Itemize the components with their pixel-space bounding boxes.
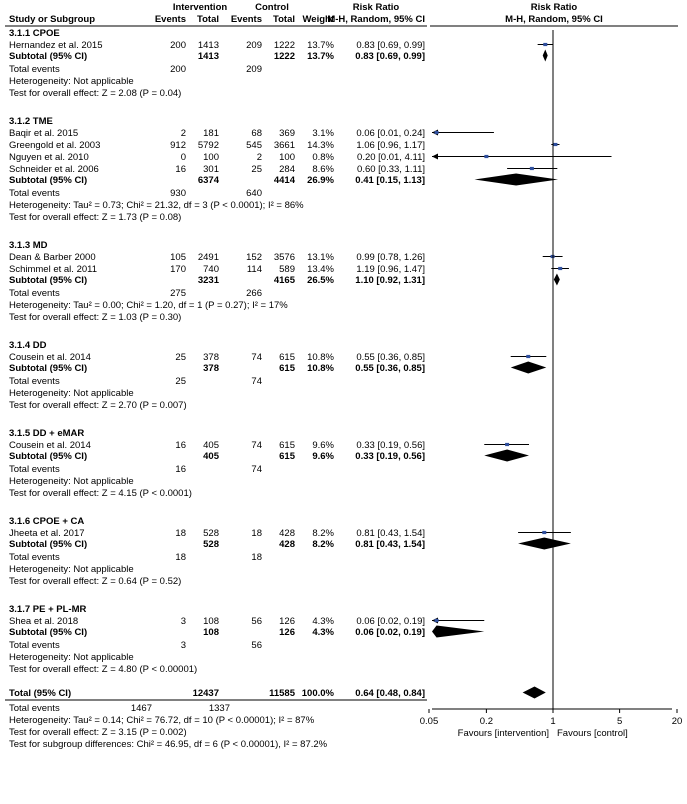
heterogeneity: Heterogeneity: Not applicable — [9, 476, 134, 487]
total-events-label: Total events — [9, 376, 60, 387]
subtotal-label: Subtotal (95% CI) — [9, 275, 88, 286]
subtotal-ci: 1.10 [0.92, 1.31] — [355, 275, 425, 286]
study-total-c: 369 — [279, 128, 295, 139]
subtotal-weight: 13.7% — [307, 51, 334, 62]
subgroup-title: 3.1.3 MD — [9, 240, 48, 251]
subtotal-total-c: 615 — [279, 451, 295, 462]
study-total-c: 1222 — [273, 40, 295, 51]
study-events-i: 25 — [175, 352, 186, 363]
study-events-c: 74 — [251, 440, 262, 451]
heterogeneity: Heterogeneity: Not applicable — [9, 388, 134, 399]
heterogeneity: Heterogeneity: Tau² = 0.00; Chi² = 1.20, df = 1 (P = 0.27); I² = 17% — [9, 300, 288, 311]
header-intervention: Intervention — [172, 2, 228, 13]
study-events-i: 0 — [180, 152, 186, 163]
subtotal-total-i: 1413 — [197, 51, 219, 62]
subtotal-diamond — [511, 362, 547, 374]
total-events-i: 16 — [175, 464, 186, 475]
study-ci: 1.19 [0.96, 1.47] — [356, 264, 425, 275]
subtotal-weight: 10.8% — [307, 363, 334, 374]
study-marker — [542, 531, 546, 534]
study-events-i: 200 — [170, 40, 186, 51]
header-events-i: Events — [154, 14, 186, 25]
header-study: Study or Subgroup — [9, 14, 96, 25]
study-ci: 0.60 [0.33, 1.11] — [357, 164, 425, 175]
subgroup-title: 3.1.7 PE + PL-MR — [9, 604, 87, 615]
study-weight: 8.2% — [312, 528, 334, 539]
study-total-c: 284 — [279, 164, 295, 175]
total-events-i: 18 — [175, 552, 186, 563]
subtotal-total-i: 405 — [203, 451, 219, 462]
study-ci: 1.06 [0.96, 1.17] — [356, 140, 425, 151]
total-events-label: Total events — [9, 288, 60, 299]
study-ci: 0.83 [0.69, 0.99] — [356, 40, 425, 51]
study-weight: 3.1% — [312, 128, 334, 139]
subtotal-label: Subtotal (95% CI) — [9, 363, 88, 374]
header-rr-title: Risk Ratio — [352, 2, 400, 13]
overall-effect: Test for overall effect: Z = 4.80 (P < 0.00001) — [9, 664, 198, 675]
subtotal-total-c: 4165 — [273, 275, 295, 286]
subtotal-total-i: 528 — [203, 539, 219, 550]
subtotal-total-c: 615 — [279, 363, 295, 374]
study-weight: 13.4% — [307, 264, 334, 275]
subgroup-title: 3.1.5 DD + eMAR — [9, 428, 85, 439]
study-total-c: 615 — [279, 440, 295, 451]
subtotal-ci: 0.81 [0.43, 1.54] — [355, 539, 425, 550]
study-events-i: 912 — [170, 140, 186, 151]
study-name: Schimmel et al. 2011 — [9, 264, 98, 275]
overall-label: Total (95% CI) — [9, 688, 72, 699]
subgroup-title: 3.1.4 DD — [9, 340, 47, 351]
subtotal-label: Subtotal (95% CI) — [9, 175, 88, 186]
study-total-c: 3576 — [273, 252, 295, 263]
total-events-c: 266 — [246, 288, 262, 299]
study-total-i: 301 — [203, 164, 219, 175]
subtotal-total-c: 4414 — [273, 175, 295, 186]
total-events-label: Total events — [9, 188, 60, 199]
subtotal-weight: 26.9% — [307, 175, 334, 186]
study-events-i: 16 — [175, 440, 186, 451]
study-name: Cousein et al. 2014 — [9, 352, 91, 363]
study-name: Greengold et al. 2003 — [9, 140, 101, 151]
study-weight: 10.8% — [307, 352, 334, 363]
study-name: Jheeta et al. 2017 — [9, 528, 85, 539]
study-weight: 4.3% — [312, 616, 334, 627]
study-marker — [543, 43, 547, 46]
study-ci: 0.99 [0.78, 1.26] — [356, 252, 425, 263]
subtotal-weight: 26.5% — [307, 275, 334, 286]
header-plot-title: Risk Ratio — [530, 2, 578, 13]
total-events-c: 209 — [246, 64, 262, 75]
header-total-c: Total — [273, 14, 295, 25]
subtotal-ci: 0.06 [0.02, 0.19] — [355, 627, 425, 638]
subtotal-label: Subtotal (95% CI) — [9, 627, 88, 638]
study-total-i: 2491 — [197, 252, 219, 263]
x-tick-label: 20 — [671, 716, 683, 727]
study-events-c: 18 — [251, 528, 262, 539]
study-events-i: 2 — [180, 128, 186, 139]
study-ci: 0.20 [0.01, 4.11] — [357, 152, 425, 163]
total-events-label: Total events — [9, 552, 60, 563]
subtotal-label: Subtotal (95% CI) — [9, 451, 88, 462]
study-events-c: 25 — [251, 164, 262, 175]
x-tick-label: 1 — [550, 716, 556, 727]
study-ci: 0.81 [0.43, 1.54] — [356, 528, 425, 539]
total-events-i: 930 — [170, 188, 186, 199]
x-tick-label: 0.2 — [479, 716, 493, 727]
study-weight: 13.7% — [307, 40, 334, 51]
study-events-c: 56 — [251, 616, 262, 627]
study-events-c: 114 — [246, 264, 262, 275]
overall-total-events-label: Total events — [9, 703, 60, 714]
study-marker — [558, 267, 562, 270]
subtotal-total-i: 378 — [203, 363, 219, 374]
study-weight: 14.3% — [307, 140, 334, 151]
study-total-i: 528 — [203, 528, 219, 539]
overall-weight: 100.0% — [301, 688, 334, 699]
study-marker — [526, 355, 530, 358]
subtotal-diamond — [543, 50, 548, 62]
subtotal-weight: 4.3% — [312, 627, 334, 638]
header-plot-method: M-H, Random, 95% CI — [505, 14, 603, 25]
study-events-c: 545 — [246, 140, 262, 151]
header-rr-method: M-H, Random, 95% CI — [327, 14, 425, 25]
total-events-label: Total events — [9, 640, 60, 651]
study-ci: 0.06 [0.02, 0.19] — [356, 616, 425, 627]
x-tick-label: 0.05 — [419, 716, 439, 727]
study-total-c: 3661 — [273, 140, 295, 151]
total-events-c: 640 — [246, 188, 262, 199]
total-events-c: 74 — [251, 464, 262, 475]
favours-left: Favours [intervention] — [457, 728, 549, 739]
subtotal-diamond — [474, 174, 558, 186]
subtotal-label: Subtotal (95% CI) — [9, 51, 88, 62]
overall-effect-total: Test for overall effect: Z = 3.15 (P = 0.002) — [9, 727, 187, 738]
overall-effect: Test for overall effect: Z = 0.64 (P = 0.52) — [9, 576, 182, 587]
total-events-c: 56 — [251, 640, 262, 651]
total-events-i: 200 — [170, 64, 186, 75]
study-total-i: 740 — [203, 264, 219, 275]
study-name: Dean & Barber 2000 — [9, 252, 96, 263]
study-events-i: 16 — [175, 164, 186, 175]
heterogeneity: Heterogeneity: Not applicable — [9, 76, 134, 87]
overall-effect: Test for overall effect: Z = 2.08 (P = 0.04) — [9, 88, 182, 99]
study-total-i: 181 — [203, 128, 219, 139]
subtotal-ci: 0.33 [0.19, 0.56] — [355, 451, 425, 462]
study-name: Schneider et al. 2006 — [9, 164, 99, 175]
overall-total-c: 11585 — [269, 688, 295, 699]
total-events-label: Total events — [9, 64, 60, 75]
favours-right: Favours [control] — [557, 728, 628, 739]
overall-effect: Test for overall effect: Z = 1.03 (P = 0.30) — [9, 312, 182, 323]
study-total-i: 1413 — [197, 40, 219, 51]
study-events-i: 18 — [175, 528, 186, 539]
subtotal-total-i: 6374 — [197, 175, 219, 186]
header-events-c: Events — [230, 14, 262, 25]
study-events-i: 105 — [170, 252, 186, 263]
study-total-i: 100 — [203, 152, 219, 163]
study-weight: 13.1% — [307, 252, 334, 263]
subtotal-ci: 0.55 [0.36, 0.85] — [355, 363, 425, 374]
subtotal-label: Subtotal (95% CI) — [9, 539, 88, 550]
subtotal-diamond — [554, 274, 560, 286]
study-weight: 0.8% — [312, 152, 334, 163]
subtotal-ci: 0.41 [0.15, 1.13] — [355, 175, 425, 186]
study-total-c: 428 — [279, 528, 295, 539]
study-total-c: 589 — [279, 264, 295, 275]
study-total-i: 378 — [203, 352, 219, 363]
subtotal-diamond — [432, 626, 484, 638]
study-name: Cousein et al. 2014 — [9, 440, 91, 451]
study-marker — [553, 143, 557, 146]
study-ci: 0.06 [0.01, 0.24] — [356, 128, 425, 139]
study-marker — [505, 443, 509, 446]
heterogeneity: Heterogeneity: Not applicable — [9, 652, 134, 663]
subtotal-weight: 9.6% — [312, 451, 334, 462]
subtotal-diamond — [518, 538, 571, 550]
subgroup-title: 3.1.2 TME — [9, 116, 53, 127]
subgroup-differences: Test for subgroup differences: Chi² = 46.95, df = 6 (P < 0.00001), I² = 87.2% — [9, 739, 328, 750]
total-events-label: Total events — [9, 464, 60, 475]
study-total-c: 100 — [279, 152, 295, 163]
study-events-i: 3 — [180, 616, 186, 627]
overall-effect: Test for overall effect: Z = 1.73 (P = 0.08) — [9, 212, 182, 223]
total-events-c: 18 — [251, 552, 262, 563]
study-total-c: 126 — [279, 616, 295, 627]
subtotal-total-c: 126 — [279, 627, 295, 638]
total-events-i: 275 — [170, 288, 186, 299]
study-weight: 9.6% — [312, 440, 334, 451]
x-tick-label: 5 — [616, 716, 623, 727]
study-total-i: 405 — [203, 440, 219, 451]
overall-diamond — [523, 687, 546, 699]
heterogeneity: Heterogeneity: Not applicable — [9, 564, 134, 575]
header-total-i: Total — [197, 14, 219, 25]
study-marker — [435, 131, 439, 134]
subgroup-title: 3.1.6 CPOE + CA — [9, 516, 85, 527]
study-marker — [530, 167, 534, 170]
overall-effect: Test for overall effect: Z = 4.15 (P < 0.0001) — [9, 488, 192, 499]
overall-total-i: 12437 — [192, 688, 219, 699]
ci-arrow-left — [432, 154, 438, 160]
study-total-i: 108 — [203, 616, 219, 627]
subtotal-total-i: 108 — [203, 627, 219, 638]
study-events-c: 152 — [246, 252, 262, 263]
subtotal-diamond — [484, 450, 529, 462]
study-events-c: 209 — [246, 40, 262, 51]
total-events-c: 74 — [251, 376, 262, 387]
study-total-i: 5792 — [197, 140, 219, 151]
study-marker — [435, 619, 439, 622]
study-total-c: 615 — [279, 352, 295, 363]
study-events-c: 68 — [251, 128, 262, 139]
study-events-i: 170 — [170, 264, 186, 275]
overall-heterogeneity: Heterogeneity: Tau² = 0.14; Chi² = 76.72, df = 10 (P < 0.00001); I² = 87% — [9, 715, 315, 726]
study-marker — [484, 155, 488, 158]
heterogeneity: Heterogeneity: Tau² = 0.73; Chi² = 21.32, df = 3 (P < 0.0001); I² = 86% — [9, 200, 304, 211]
subtotal-ci: 0.83 [0.69, 0.99] — [355, 51, 425, 62]
study-name: Nguyen et al. 2010 — [9, 152, 89, 163]
subtotal-weight: 8.2% — [312, 539, 334, 550]
total-events-i: 3 — [180, 640, 186, 651]
study-events-c: 74 — [251, 352, 262, 363]
subtotal-total-c: 428 — [279, 539, 295, 550]
study-ci: 0.33 [0.19, 0.56] — [356, 440, 425, 451]
subtotal-total-i: 3231 — [197, 275, 219, 286]
study-name: Shea et al. 2018 — [9, 616, 79, 627]
subtotal-total-c: 1222 — [273, 51, 295, 62]
overall-effect: Test for overall effect: Z = 2.70 (P = 0.007) — [9, 400, 187, 411]
study-name: Baqir et al. 2015 — [9, 128, 79, 139]
overall-ci: 0.64 [0.48, 0.84] — [355, 688, 425, 699]
overall-total-events-i: 1467 — [130, 703, 152, 714]
subgroup-title: 3.1.1 CPOE — [9, 28, 60, 39]
total-events-i: 25 — [175, 376, 186, 387]
study-events-c: 2 — [256, 152, 262, 163]
study-weight: 8.6% — [312, 164, 334, 175]
header-weight: Weight — [302, 14, 334, 25]
study-ci: 0.55 [0.36, 0.85] — [356, 352, 425, 363]
overall-total-events-c: 1337 — [208, 703, 230, 714]
study-name: Hernandez et al. 2015 — [9, 40, 103, 51]
header-control: Control — [255, 2, 289, 13]
